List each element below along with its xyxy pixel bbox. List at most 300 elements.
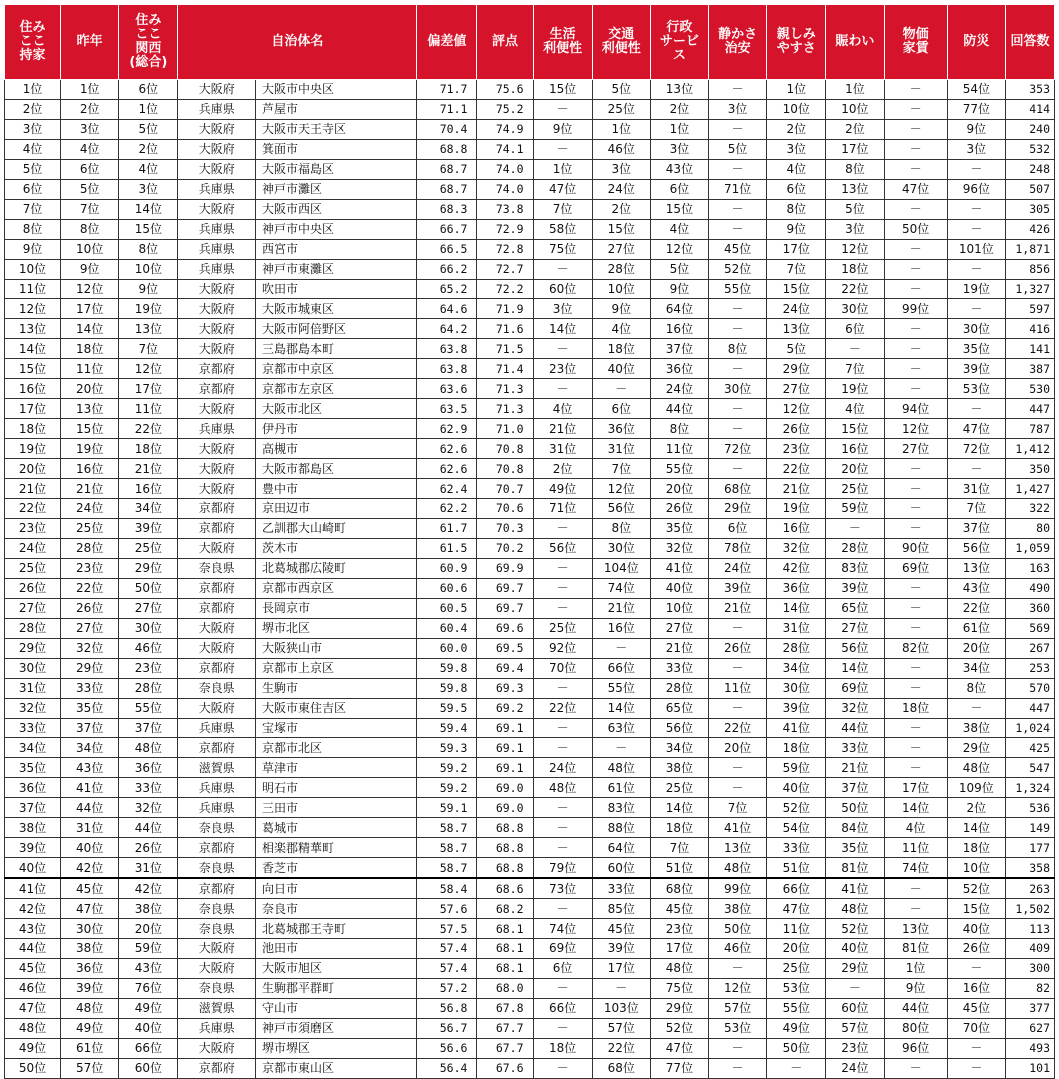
cell-rank: 2位: [5, 99, 61, 119]
cell-disaster: 47位: [947, 419, 1005, 439]
cell-kansai-rank: 18位: [119, 439, 178, 459]
cell-prefecture: 京都府: [178, 578, 256, 598]
cell-admin: 27位: [650, 618, 708, 638]
cell-admin: 75位: [650, 978, 708, 998]
cell-quiet: 41位: [709, 818, 767, 838]
cell-living: 58位: [533, 219, 592, 239]
cell-liveliness: 57位: [826, 1018, 884, 1038]
header-rank-home: 住み ここ 持家: [5, 5, 61, 80]
cell-admin: 51位: [650, 858, 708, 878]
cell-admin: 20位: [650, 479, 708, 499]
cell-prefecture: 大阪府: [178, 159, 256, 179]
cell-friendliness: 26位: [767, 419, 826, 439]
cell-deviation: 57.4: [417, 958, 477, 978]
cell-prices: －: [884, 339, 947, 359]
cell-quiet: 22位: [709, 718, 767, 738]
cell-quiet: 26位: [709, 638, 767, 658]
cell-deviation: 62.6: [417, 439, 477, 459]
cell-municipality: 大阪市福島区: [255, 159, 416, 179]
cell-kansai-rank: 1位: [119, 99, 178, 119]
cell-last-year: 43位: [61, 758, 119, 778]
cell-friendliness: 34位: [767, 658, 826, 678]
cell-quiet: 46位: [709, 938, 767, 958]
table-row: [5, 439, 1055, 459]
cell-quiet: 99位: [709, 878, 767, 898]
table-row: [5, 899, 1055, 919]
cell-liveliness: 15位: [826, 419, 884, 439]
cell-living: 6位: [533, 958, 592, 978]
cell-responses: 409: [1005, 938, 1054, 958]
cell-prices: 9位: [884, 978, 947, 998]
table-row: [5, 718, 1055, 738]
cell-liveliness: 69位: [826, 678, 884, 698]
cell-rank: 43位: [5, 919, 61, 939]
cell-disaster: －: [947, 399, 1005, 419]
cell-quiet: －: [709, 419, 767, 439]
cell-friendliness: 4位: [767, 159, 826, 179]
cell-deviation: 64.6: [417, 299, 477, 319]
cell-score: 68.1: [477, 919, 533, 939]
cell-liveliness: 33位: [826, 738, 884, 758]
cell-kansai-rank: 2位: [119, 139, 178, 159]
cell-quiet: －: [709, 319, 767, 339]
cell-rank: 18位: [5, 419, 61, 439]
cell-liveliness: 3位: [826, 219, 884, 239]
cell-friendliness: 27位: [767, 379, 826, 399]
cell-rank: 42位: [5, 899, 61, 919]
cell-rank: 14位: [5, 339, 61, 359]
cell-disaster: －: [947, 958, 1005, 978]
cell-prices: 4位: [884, 818, 947, 838]
header-score: 評点: [477, 5, 533, 80]
table-row: [5, 179, 1055, 199]
cell-living: －: [533, 578, 592, 598]
cell-deviation: 58.7: [417, 818, 477, 838]
cell-last-year: 16位: [61, 459, 119, 479]
cell-rank: 12位: [5, 299, 61, 319]
header-living-convenience: 生活 利便性: [533, 5, 592, 80]
cell-municipality: 伊丹市: [255, 419, 416, 439]
cell-admin: 12位: [650, 239, 708, 259]
cell-municipality: 北葛城郡広陵町: [255, 558, 416, 578]
cell-transport: －: [592, 379, 650, 399]
cell-friendliness: 59位: [767, 758, 826, 778]
cell-responses: 322: [1005, 499, 1054, 519]
cell-admin: 28位: [650, 678, 708, 698]
table-row: [5, 219, 1055, 239]
cell-responses: 530: [1005, 379, 1054, 399]
cell-transport: 3位: [592, 159, 650, 179]
cell-living: －: [533, 139, 592, 159]
cell-municipality: 大阪市天王寺区: [255, 119, 416, 139]
cell-living: 69位: [533, 938, 592, 958]
cell-liveliness: －: [826, 339, 884, 359]
cell-responses: 447: [1005, 399, 1054, 419]
cell-liveliness: 20位: [826, 459, 884, 479]
cell-friendliness: －: [767, 1058, 826, 1078]
cell-prices: －: [884, 658, 947, 678]
cell-living: －: [533, 339, 592, 359]
cell-living: 49位: [533, 479, 592, 499]
cell-quiet: －: [709, 618, 767, 638]
cell-living: 56位: [533, 538, 592, 558]
cell-deviation: 62.6: [417, 459, 477, 479]
cell-liveliness: 7位: [826, 359, 884, 379]
cell-deviation: 68.8: [417, 139, 477, 159]
cell-transport: 5位: [592, 80, 650, 100]
cell-municipality: 大阪市北区: [255, 399, 416, 419]
cell-liveliness: 41位: [826, 878, 884, 898]
cell-living: 23位: [533, 359, 592, 379]
cell-municipality: 京都市西京区: [255, 578, 416, 598]
cell-admin: 3位: [650, 139, 708, 159]
cell-last-year: 39位: [61, 978, 119, 998]
cell-prefecture: 兵庫県: [178, 718, 256, 738]
table-row: [5, 139, 1055, 159]
cell-prices: 12位: [884, 419, 947, 439]
cell-kansai-rank: 23位: [119, 658, 178, 678]
cell-disaster: 37位: [947, 518, 1005, 538]
header-responses: 回答数: [1005, 5, 1054, 80]
cell-deviation: 57.4: [417, 938, 477, 958]
cell-responses: 507: [1005, 179, 1054, 199]
cell-liveliness: 28位: [826, 538, 884, 558]
table-row: [5, 419, 1055, 439]
cell-friendliness: 33位: [767, 838, 826, 858]
cell-responses: 447: [1005, 698, 1054, 718]
cell-rank: 35位: [5, 758, 61, 778]
cell-prefecture: 大阪府: [178, 618, 256, 638]
cell-score: 68.8: [477, 818, 533, 838]
cell-admin: 8位: [650, 419, 708, 439]
cell-prefecture: 大阪府: [178, 399, 256, 419]
cell-prices: －: [884, 678, 947, 698]
cell-kansai-rank: 33位: [119, 778, 178, 798]
cell-prefecture: 奈良県: [178, 919, 256, 939]
cell-kansai-rank: 44位: [119, 818, 178, 838]
cell-prices: 90位: [884, 538, 947, 558]
cell-last-year: 32位: [61, 638, 119, 658]
cell-score: 69.0: [477, 798, 533, 818]
cell-friendliness: 5位: [767, 339, 826, 359]
cell-kansai-rank: 38位: [119, 899, 178, 919]
table-row: [5, 1058, 1055, 1078]
cell-prefecture: 奈良県: [178, 858, 256, 878]
cell-liveliness: －: [826, 518, 884, 538]
cell-living: －: [533, 518, 592, 538]
cell-friendliness: 54位: [767, 818, 826, 838]
cell-disaster: 34位: [947, 658, 1005, 678]
cell-disaster: 54位: [947, 80, 1005, 100]
cell-disaster: 101位: [947, 239, 1005, 259]
cell-transport: 46位: [592, 139, 650, 159]
cell-deviation: 66.7: [417, 219, 477, 239]
cell-prices: －: [884, 119, 947, 139]
cell-admin: 1位: [650, 119, 708, 139]
cell-liveliness: 56位: [826, 638, 884, 658]
cell-last-year: 24位: [61, 499, 119, 519]
cell-transport: 57位: [592, 1018, 650, 1038]
cell-admin: 35位: [650, 518, 708, 538]
cell-quiet: 24位: [709, 558, 767, 578]
cell-admin: 45位: [650, 899, 708, 919]
cell-quiet: 29位: [709, 499, 767, 519]
cell-transport: 40位: [592, 359, 650, 379]
table-row: [5, 538, 1055, 558]
cell-municipality: 西宮市: [255, 239, 416, 259]
cell-last-year: 28位: [61, 538, 119, 558]
cell-prices: －: [884, 518, 947, 538]
cell-transport: 88位: [592, 818, 650, 838]
cell-last-year: 8位: [61, 219, 119, 239]
cell-living: －: [533, 838, 592, 858]
cell-quiet: －: [709, 698, 767, 718]
cell-transport: 64位: [592, 838, 650, 858]
cell-friendliness: 7位: [767, 259, 826, 279]
cell-disaster: －: [947, 159, 1005, 179]
cell-transport: 28位: [592, 259, 650, 279]
cell-friendliness: 9位: [767, 219, 826, 239]
cell-score: 72.9: [477, 219, 533, 239]
cell-kansai-rank: 8位: [119, 239, 178, 259]
cell-prices: －: [884, 239, 947, 259]
table-row: [5, 479, 1055, 499]
cell-prefecture: 京都府: [178, 838, 256, 858]
cell-quiet: 39位: [709, 578, 767, 598]
cell-last-year: 14位: [61, 319, 119, 339]
cell-prefecture: 大阪府: [178, 439, 256, 459]
cell-deviation: 59.1: [417, 798, 477, 818]
cell-disaster: 26位: [947, 938, 1005, 958]
cell-transport: 24位: [592, 179, 650, 199]
table-row: [5, 998, 1055, 1018]
cell-friendliness: 29位: [767, 359, 826, 379]
cell-municipality: 箕面市: [255, 139, 416, 159]
cell-municipality: 大阪市旭区: [255, 958, 416, 978]
cell-kansai-rank: 11位: [119, 399, 178, 419]
cell-quiet: 12位: [709, 978, 767, 998]
cell-responses: 80: [1005, 518, 1054, 538]
cell-rank: 11位: [5, 279, 61, 299]
cell-rank: 34位: [5, 738, 61, 758]
table-row: [5, 678, 1055, 698]
cell-living: －: [533, 558, 592, 578]
cell-friendliness: 19位: [767, 499, 826, 519]
cell-score: 69.1: [477, 758, 533, 778]
cell-responses: 1,324: [1005, 778, 1054, 798]
cell-transport: 66位: [592, 658, 650, 678]
table-row: [5, 199, 1055, 219]
cell-liveliness: 17位: [826, 139, 884, 159]
cell-prefecture: 大阪府: [178, 319, 256, 339]
cell-prefecture: 兵庫県: [178, 99, 256, 119]
cell-admin: 55位: [650, 459, 708, 479]
cell-municipality: 大阪狭山市: [255, 638, 416, 658]
cell-deviation: 56.6: [417, 1038, 477, 1058]
cell-last-year: 45位: [61, 878, 119, 898]
cell-quiet: －: [709, 658, 767, 678]
cell-last-year: 23位: [61, 558, 119, 578]
cell-friendliness: 14位: [767, 598, 826, 618]
cell-living: 1位: [533, 159, 592, 179]
cell-friendliness: 8位: [767, 199, 826, 219]
cell-living: －: [533, 379, 592, 399]
cell-quiet: 5位: [709, 139, 767, 159]
cell-responses: 240: [1005, 119, 1054, 139]
cell-municipality: 大阪市都島区: [255, 459, 416, 479]
cell-prices: 14位: [884, 798, 947, 818]
cell-responses: 253: [1005, 658, 1054, 678]
cell-deviation: 59.2: [417, 758, 477, 778]
cell-deviation: 62.2: [417, 499, 477, 519]
cell-responses: 1,427: [1005, 479, 1054, 499]
cell-liveliness: 35位: [826, 838, 884, 858]
cell-friendliness: 10位: [767, 99, 826, 119]
cell-living: 22位: [533, 698, 592, 718]
cell-municipality: 大阪市城東区: [255, 299, 416, 319]
cell-kansai-rank: 15位: [119, 219, 178, 239]
cell-transport: 48位: [592, 758, 650, 778]
cell-deviation: 63.8: [417, 359, 477, 379]
cell-friendliness: 47位: [767, 899, 826, 919]
cell-prices: 11位: [884, 838, 947, 858]
cell-responses: 177: [1005, 838, 1054, 858]
cell-friendliness: 52位: [767, 798, 826, 818]
cell-prices: －: [884, 718, 947, 738]
cell-municipality: 神戸市須磨区: [255, 1018, 416, 1038]
cell-municipality: 神戸市東灘区: [255, 259, 416, 279]
cell-living: －: [533, 678, 592, 698]
cell-disaster: 31位: [947, 479, 1005, 499]
cell-friendliness: 30位: [767, 678, 826, 698]
cell-score: 69.6: [477, 618, 533, 638]
cell-prefecture: 京都府: [178, 878, 256, 898]
cell-admin: 68位: [650, 878, 708, 898]
cell-rank: 45位: [5, 958, 61, 978]
cell-living: －: [533, 99, 592, 119]
cell-municipality: 三田市: [255, 798, 416, 818]
cell-score: 70.2: [477, 538, 533, 558]
cell-friendliness: 50位: [767, 1038, 826, 1058]
cell-score: 70.3: [477, 518, 533, 538]
cell-prefecture: 京都府: [178, 1058, 256, 1078]
cell-quiet: －: [709, 299, 767, 319]
cell-admin: 65位: [650, 698, 708, 718]
cell-deviation: 57.6: [417, 899, 477, 919]
cell-friendliness: 2位: [767, 119, 826, 139]
cell-score: 70.8: [477, 459, 533, 479]
cell-deviation: 66.5: [417, 239, 477, 259]
cell-living: －: [533, 1058, 592, 1078]
cell-rank: 16位: [5, 379, 61, 399]
cell-transport: 55位: [592, 678, 650, 698]
cell-last-year: 57位: [61, 1058, 119, 1078]
cell-liveliness: 29位: [826, 958, 884, 978]
cell-score: 69.1: [477, 738, 533, 758]
cell-last-year: 15位: [61, 419, 119, 439]
cell-score: 75.2: [477, 99, 533, 119]
cell-prices: 47位: [884, 179, 947, 199]
cell-deviation: 56.4: [417, 1058, 477, 1078]
cell-deviation: 58.4: [417, 878, 477, 898]
cell-kansai-rank: 39位: [119, 518, 178, 538]
cell-prefecture: 兵庫県: [178, 1018, 256, 1038]
cell-prices: －: [884, 459, 947, 479]
cell-disaster: 45位: [947, 998, 1005, 1018]
cell-last-year: 35位: [61, 698, 119, 718]
cell-last-year: 4位: [61, 139, 119, 159]
cell-last-year: 3位: [61, 119, 119, 139]
cell-quiet: －: [709, 459, 767, 479]
cell-prefecture: 兵庫県: [178, 798, 256, 818]
cell-quiet: 21位: [709, 598, 767, 618]
cell-friendliness: 1位: [767, 80, 826, 100]
cell-municipality: 香芝市: [255, 858, 416, 878]
cell-transport: 31位: [592, 439, 650, 459]
cell-responses: 426: [1005, 219, 1054, 239]
cell-disaster: 16位: [947, 978, 1005, 998]
cell-responses: 569: [1005, 618, 1054, 638]
cell-deviation: 65.2: [417, 279, 477, 299]
cell-kansai-rank: 31位: [119, 858, 178, 878]
header-deviation: 偏差値: [417, 5, 477, 80]
cell-liveliness: 13位: [826, 179, 884, 199]
cell-score: 67.6: [477, 1058, 533, 1078]
cell-rank: 37位: [5, 798, 61, 818]
cell-prices: －: [884, 479, 947, 499]
cell-prices: 99位: [884, 299, 947, 319]
cell-liveliness: 12位: [826, 239, 884, 259]
cell-quiet: －: [709, 399, 767, 419]
cell-kansai-rank: 46位: [119, 638, 178, 658]
cell-liveliness: 22位: [826, 279, 884, 299]
cell-disaster: 8位: [947, 678, 1005, 698]
cell-quiet: －: [709, 1038, 767, 1058]
table-row: [5, 658, 1055, 678]
cell-living: －: [533, 718, 592, 738]
table-row: [5, 499, 1055, 519]
cell-prices: 1位: [884, 958, 947, 978]
cell-admin: 16位: [650, 319, 708, 339]
cell-responses: 597: [1005, 299, 1054, 319]
cell-last-year: 19位: [61, 439, 119, 459]
cell-kansai-rank: 49位: [119, 998, 178, 1018]
cell-score: 68.2: [477, 899, 533, 919]
cell-kansai-rank: 34位: [119, 499, 178, 519]
cell-last-year: 2位: [61, 99, 119, 119]
table-row: [5, 299, 1055, 319]
cell-deviation: 71.1: [417, 99, 477, 119]
cell-transport: 25位: [592, 99, 650, 119]
cell-disaster: 40位: [947, 919, 1005, 939]
cell-kansai-rank: 12位: [119, 359, 178, 379]
cell-score: 74.0: [477, 159, 533, 179]
cell-admin: 44位: [650, 399, 708, 419]
cell-rank: 40位: [5, 858, 61, 878]
cell-transport: －: [592, 638, 650, 658]
cell-quiet: 38位: [709, 899, 767, 919]
cell-disaster: 13位: [947, 558, 1005, 578]
cell-prefecture: 大阪府: [178, 199, 256, 219]
cell-admin: 4位: [650, 219, 708, 239]
cell-living: 15位: [533, 80, 592, 100]
cell-admin: 18位: [650, 818, 708, 838]
header-disaster-prevention: 防災: [947, 5, 1005, 80]
cell-kansai-rank: 7位: [119, 339, 178, 359]
ranking-table-container: [4, 4, 1055, 1079]
cell-deviation: 57.2: [417, 978, 477, 998]
cell-living: 7位: [533, 199, 592, 219]
